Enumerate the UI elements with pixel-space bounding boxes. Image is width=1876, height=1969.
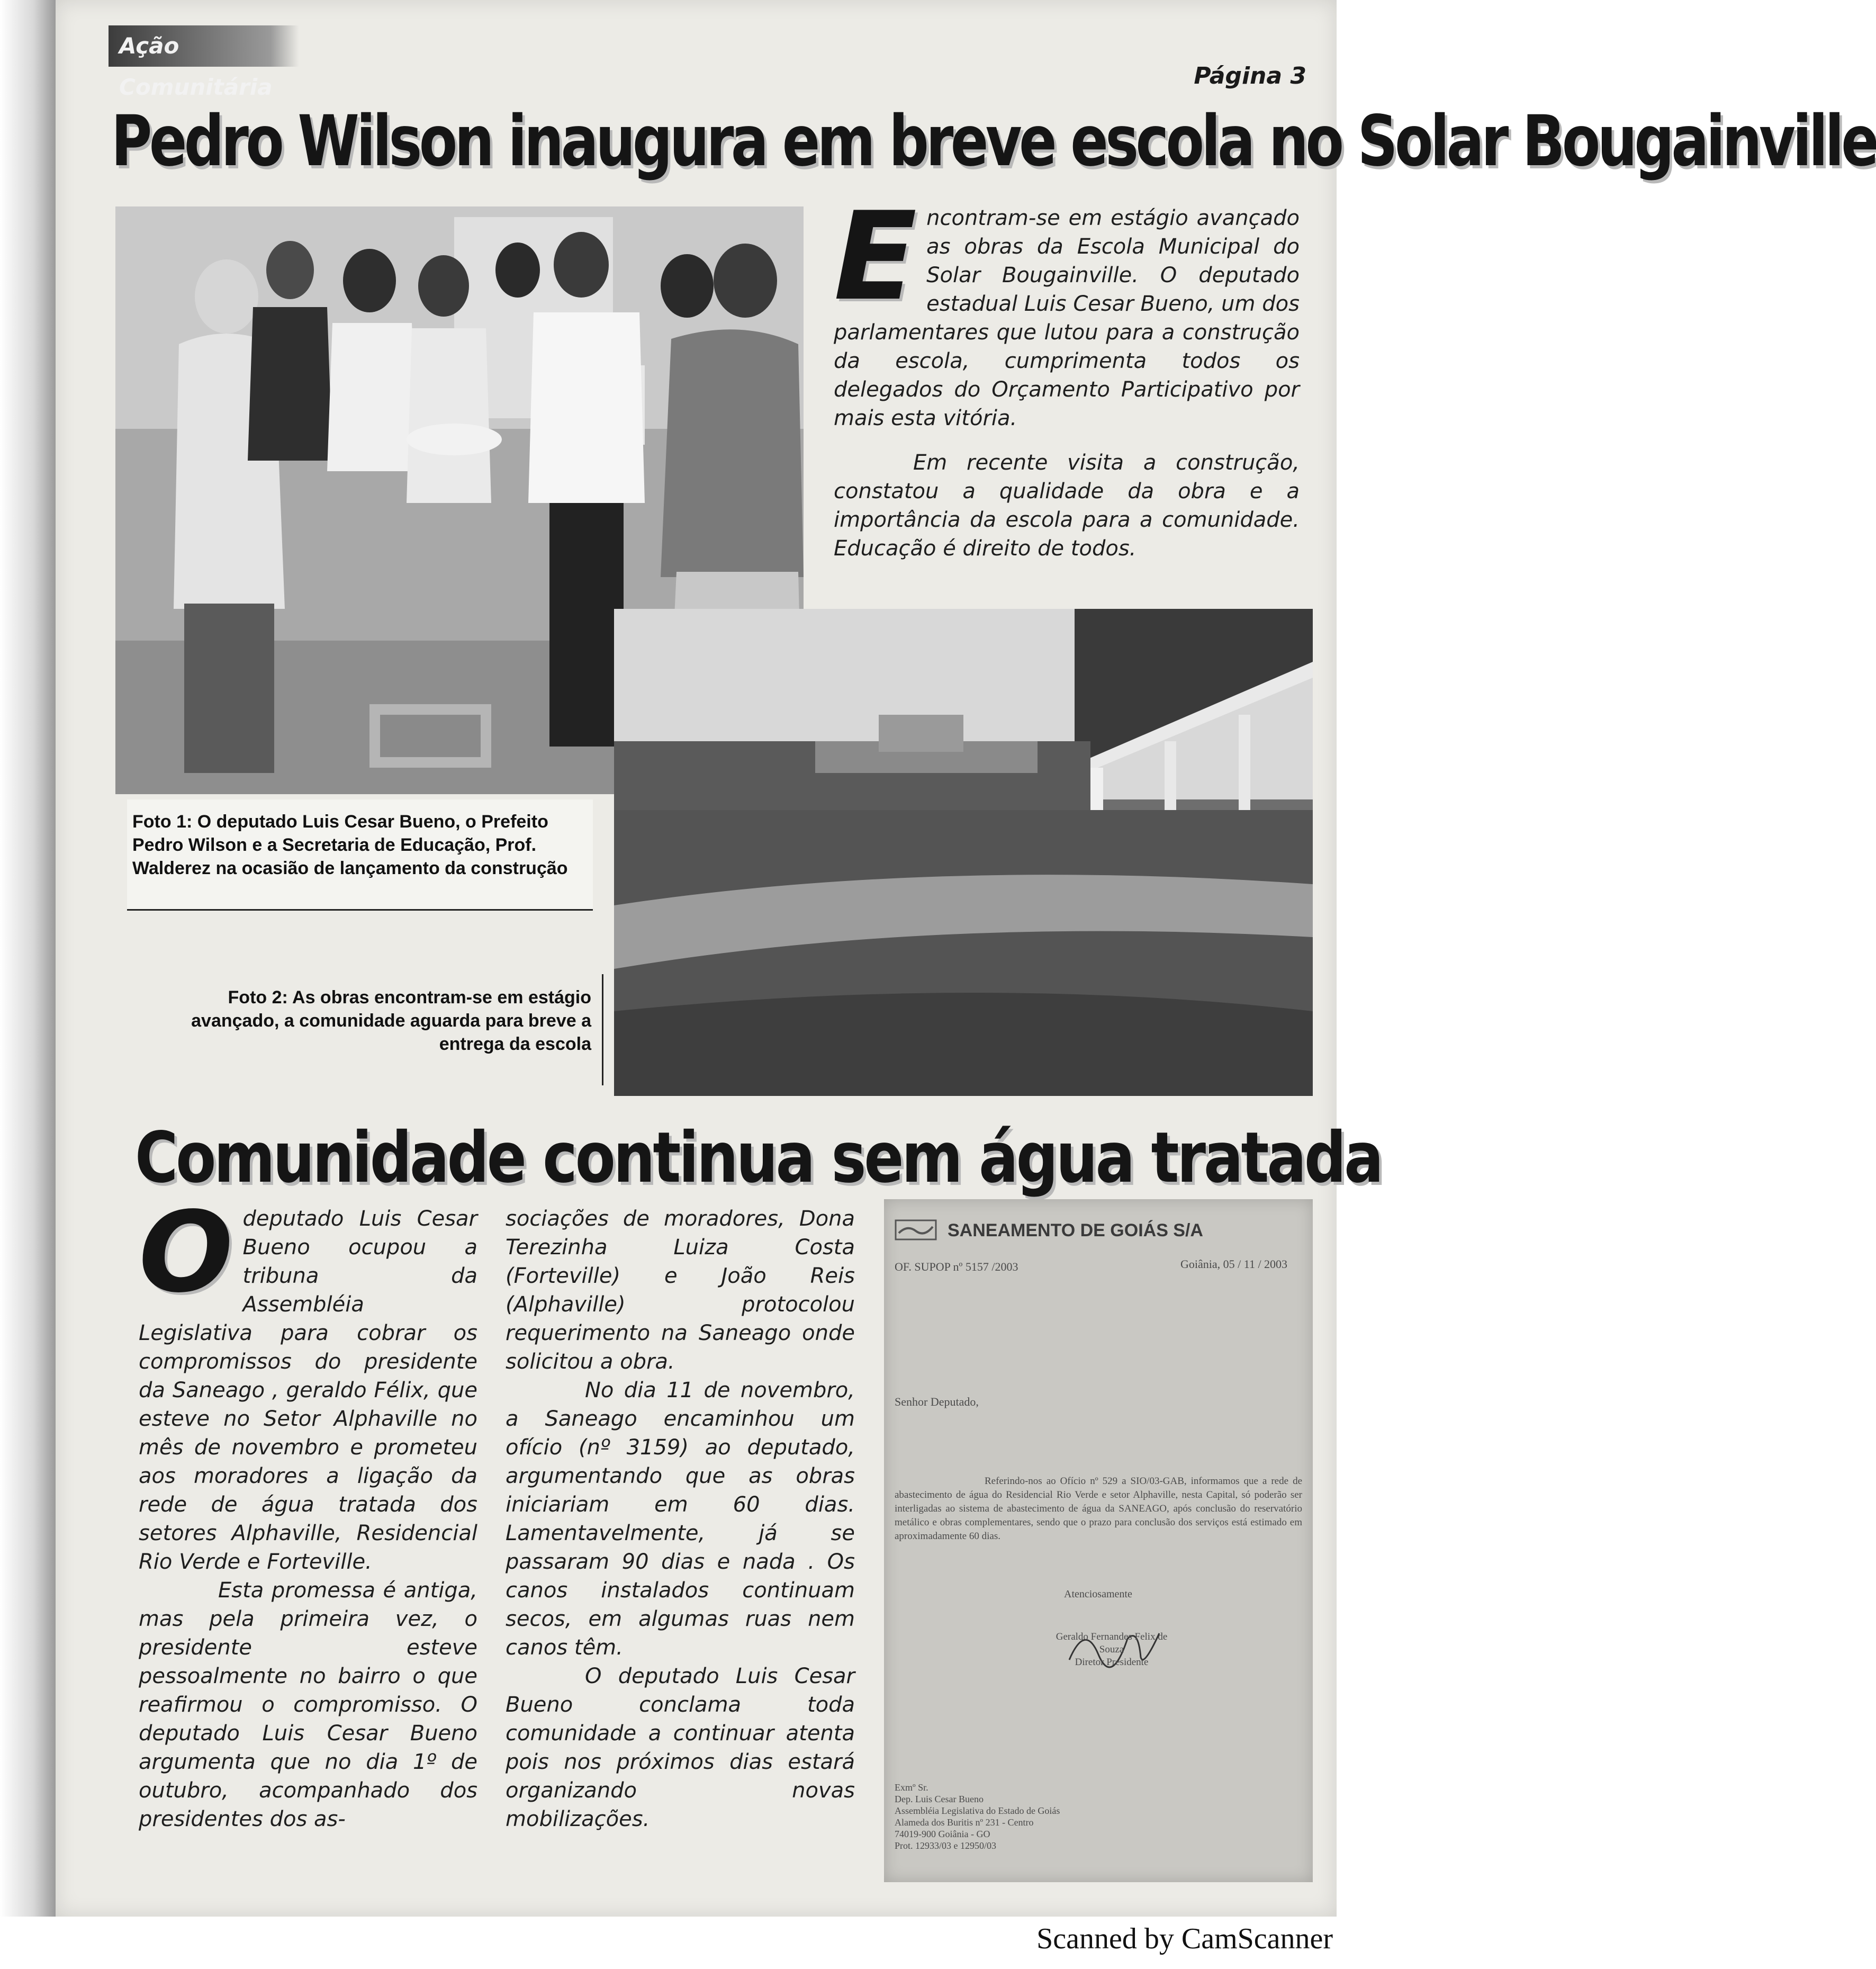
article2-headline: Comunidade continua sem água tratada	[135, 1117, 1382, 1199]
letter-address-line-3: Assembléia Legislativa do Estado de Goiás	[895, 1805, 1060, 1816]
article2-col1-paragraph-1: deputado Luis Cesar Bueno ocupou a tribuna da Assembléia Legislativa para cobrar os compromissos do presidente da Saneago , geraldo Félix, que esteve no Setor Alphaville no mês de novembro e prometeu aos moradores a ligação da rede de água tratada dos setores Alphaville, Residencial Rio Verde e Forteville.	[139, 1207, 477, 1574]
article1-paragraph-2: Em recente visita a construção, constatou a qualidade da obra e a importância da escola para a comunidade. Educação é direito de todos.	[834, 451, 1300, 561]
letter-signer-title: Diretor Presidente	[1075, 1657, 1149, 1668]
page-edge-shadow	[0, 0, 56, 1917]
letter-closing: Atenciosamente	[1064, 1588, 1132, 1600]
letter-address-line-2: Dep. Luis Cesar Bueno	[895, 1794, 984, 1804]
letter-signer	[1043, 1631, 1180, 1669]
letter-address-line-1: Exmº Sr.	[895, 1782, 928, 1793]
photo-2-caption: Foto 2: As obras encontram-se em estágio avançado, a comunidade aguarda para breve a entrega da escola	[132, 974, 603, 1085]
article1-body	[834, 186, 1300, 563]
article2-dropcap: O	[139, 1188, 233, 1317]
article2-col2-paragraph-3: O deputado Luis Cesar Bueno conclama toda comunidade a continuar atenta pois nos próximos dias estará organizando novas mobilizações.	[506, 1664, 855, 1831]
photo-2-construction-site	[614, 609, 1313, 1096]
section-label: Ação Comunitária	[109, 25, 299, 67]
page-number: Página 3	[1194, 62, 1306, 89]
article1-dropcap: E	[834, 186, 917, 328]
letter-date: Goiânia, 05 / 11 / 2003	[1180, 1257, 1288, 1271]
letter-salutation: Senhor Deputado,	[895, 1395, 979, 1408]
letter-address-line-5: 74019-900 Goiânia - GO	[895, 1829, 990, 1839]
article1-paragraph-1: ncontram-se em estágio avançado as obras da Escola Municipal do Solar Bougainville. O deputado estadual Luis Cesar Bueno, um dos parlamentares que lutou para a construção da escola, cumprimenta todos os delegados do Orçamento Participativo por mais esta vitória.	[834, 206, 1300, 430]
article2-col2-paragraph-1: sociações de moradores, Dona Terezinha Luiza Costa (Forteville) e João Reis (Alphaville) protocolou requerimento na Saneago onde solicitou a obra.	[506, 1207, 855, 1374]
saneago-logo-icon	[895, 1217, 937, 1243]
letter-body: Referindo-nos ao Ofício nº 529 a SIO/03-GAB, informamos que a rede de abastecimento de água do Residencial Rio Verde e setor Alphaville, nesta Capital, só poderão ser interligadas ao sistema de abastecimento de água da SANEAGO, após conclusão do reservatório metálico e obras complementares, sendo que o prazo para conclusão dos serviços está estimado em aproximadamente 60 dias.	[895, 1476, 1302, 1542]
photo-1-caption: Foto 1: O deputado Luis Cesar Bueno, o Prefeito Pedro Wilson e a Secretaria de Educação, Prof. Walderez na ocasião de lançamento da construção	[127, 799, 593, 911]
letter-address-line-4: Alameda dos Buritis nº 231 - Centro	[895, 1817, 1034, 1828]
scanner-watermark: Scanned by CamScanner	[1036, 1922, 1333, 1955]
letter-signer-name: Geraldo Fernandes Felix de Souza	[1056, 1631, 1168, 1655]
article2-col1-paragraph-2: Esta promessa é antiga, mas pela primeira vez, o presidente esteve pessoalmente no bairro o que reafirmou o compromisso. O deputado Luis Cesar Bueno argumenta que no dia 1º de outubro, acompanhado dos presidentes dos as-	[139, 1578, 477, 1831]
letter-reference: OF. SUPOP nº 5157 /2003	[895, 1260, 1018, 1273]
article2-column-2	[506, 1204, 855, 1833]
letter-address-line-6: Prot. 12933/03 e 12950/03	[895, 1840, 996, 1851]
photo-2-construction-site-graphic	[614, 609, 1313, 1096]
article1-headline: Pedro Wilson inaugura em breve escola no Solar Bougainville	[111, 101, 1876, 182]
article2-col2-paragraph-2: No dia 11 de novembro, a Saneago encaminhou um ofício (nº 3159) ao deputado, argumentando que as obras iniciariam em 60 dias. Lamentavelmente, já se passaram 90 dias e nada . Os canos instalados continuam secos, em algumas ruas nem canos têm.	[506, 1378, 855, 1660]
letter-organization: SANEAMENTO DE GOIÁS S/A	[948, 1220, 1203, 1240]
article2-column-1	[139, 1188, 477, 1833]
saneago-letter-image	[884, 1199, 1313, 1882]
letter-address-block	[895, 1782, 1060, 1851]
